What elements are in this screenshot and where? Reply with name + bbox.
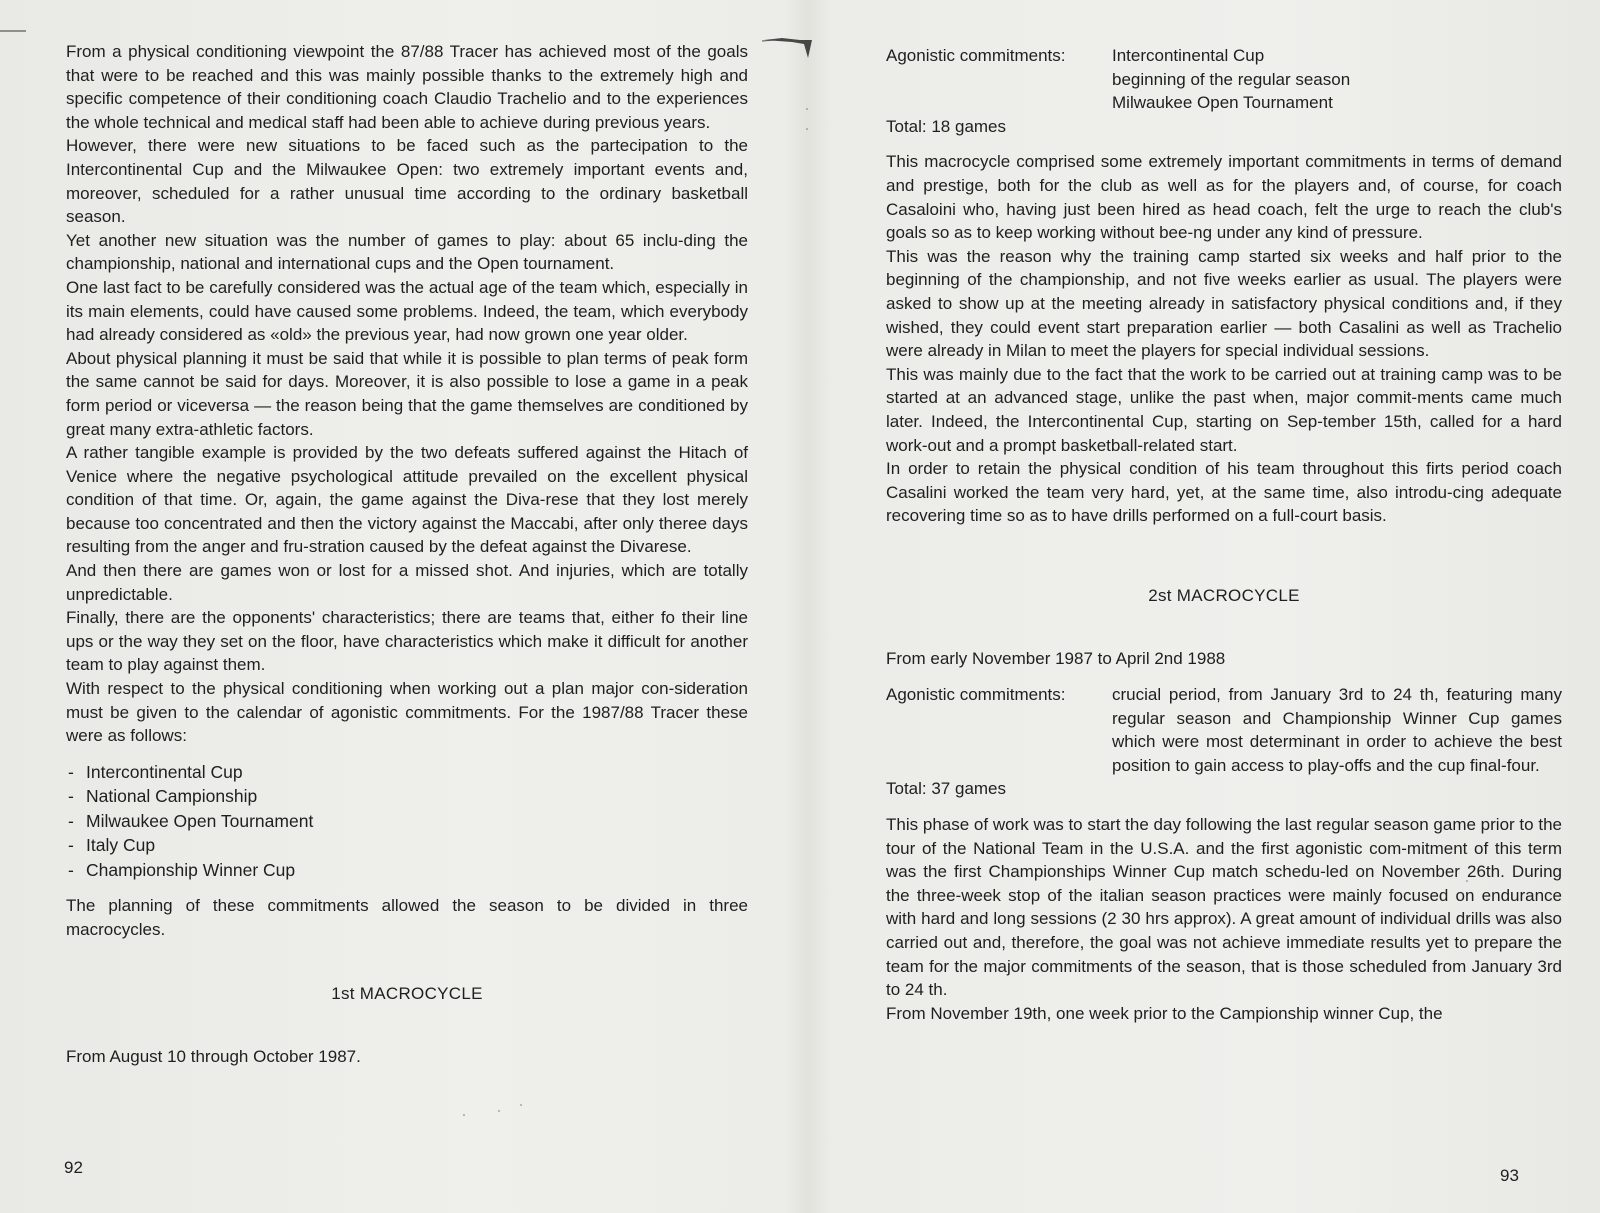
agonistic-commitments-2-block (886, 683, 1562, 777)
paragraph: A rather tangible example is provided by the two defeats suffered against the Hitach of Venice where the negative psychological attitude prevailed on the excellent physical condition of that time. Or, again, the game against the Diva-rese that they lost merely because too concentrated and then the victory against the Maccabi, after only theree days resulting from the anger and fru-stration caused by the defeat against the Divarese. (66, 443, 748, 557)
paragraph: About physical planning it must be said that while it is possible to plan terms of peak form the same cannot be said for days. Moreover, it is also possible to lose a game in a peak form period or viceversa — the reason being that the game themselves are conditioned by great many extra-athletic factors. (66, 348, 748, 439)
planning-note: The planning of these commitments allowed the season to be divided in three macrocycles. (66, 896, 748, 939)
commitments-list (66, 760, 748, 883)
list-item: - Championship Winner Cup (66, 858, 748, 883)
paragraph: In order to retain the physical condition of his team throughout this firts period coach Casalini worked the team very hard, yet, at the same time, also introdu-cing adequate recovering time so as to have drills performed on a full-court basis. (886, 459, 1562, 526)
total-games: Total: 18 games (886, 116, 1007, 136)
paragraph: And then there are games won or lost for a missed shot. And injuries, which are totally unpredictable. (66, 561, 748, 604)
paragraph: However, there were new situations to be faced such as the partecipation to the Intercontinental Cup and the Milwaukee Open: two extremely important events and, moreover, scheduled for a rather unusual time according to the ordinary basketball season. (66, 136, 748, 227)
macrocycle-2-heading: 2st MACROCYCLE (1148, 585, 1300, 605)
spacer (886, 671, 1562, 683)
paragraph: This was the reason why the training camp started six weeks and half prior to the beginning of the championship, and not five weeks earlier as usual. The players were asked to show up at the meeting already in satisfactory physical conditions and, if they wished, they could event start preparation earlier — both Casalini as well as Trachelio were already in Milan to meet the players for special individual sessions. (886, 246, 1562, 361)
paragraph: From November 19th, one week prior to the Campionship winner Cup, the (886, 1003, 1443, 1023)
agonistic-commitments-values (1112, 683, 1562, 777)
agonistic-item: beginning of the regular season (1112, 69, 1351, 89)
list-item: - Intercontinental Cup (66, 760, 748, 785)
list-item: - Milwaukee Open Tournament (66, 809, 748, 834)
list-item: - Italy Cup (66, 833, 748, 858)
macrocycle-2-period: From early November 1987 to April 2nd 1988 (886, 649, 1226, 669)
list-item: - National Campionship (66, 784, 748, 809)
total-games: Total: 37 games (886, 779, 1007, 799)
agonistic-commitments-label: Agonistic commitments: (886, 46, 1066, 65)
spacer (66, 748, 748, 760)
spacer (66, 882, 748, 894)
right-page (800, 0, 1600, 1213)
spacer (886, 138, 1562, 150)
right-page-text-column (886, 44, 1562, 1025)
paragraph: Finally, there are the opponents' characteristics; there are teams that, either fo their line ups or the way they set on the floor, have characteristics which make it difficult for another team to play against them. (66, 608, 748, 675)
spacer (66, 1005, 748, 1045)
page-number: 92 (64, 1158, 83, 1177)
agonistic-commitments-values (1112, 44, 1562, 115)
paragraph: This was mainly due to the fact that the work to be carried out at training camp was to be started at an advanced stage, unlike the past when, major commit-ments came much later. Indeed, the Intercontinental Cup, starting on Sep-tember 15th, called for a hard work-out and a prompt basketball-related start. (886, 364, 1562, 455)
spacer (66, 942, 748, 982)
left-page-text-column (66, 40, 748, 1069)
agonistic-commitments-block (886, 44, 1562, 115)
agonistic-item: Milwaukee Open Tournament (1112, 93, 1333, 113)
spacer (886, 528, 1562, 584)
agonistic-description: crucial period, from January 3rd to 24 th, featuring many regular season and Championship Winner Cup games which were most determinant in order to achieve the best position to gain access to play-offs and the cup final-four. (1112, 685, 1562, 775)
paragraph: With respect to the physical conditioning when working out a plan major con-sideration must be given to the calendar of agonistic commitments. For the 1987/88 Tracer these were as follows: (66, 679, 748, 746)
paragraph: This macrocycle comprised some extremely important commitments in terms of demand and prestige, both for the club as well as for the players and, of course, for coach Casaloini who, having just been hired as head coach, felt the urge to reach the club's goals so as to keep working without bee-ng under any kind of pressure. (886, 152, 1562, 243)
agonistic-commitments-label: Agonistic commitments: (886, 685, 1066, 705)
spacer (886, 801, 1562, 813)
paragraph: From a physical conditioning viewpoint the 87/88 Tracer has achieved most of the goals that were to be reached and this was mainly possible thanks to the extremely high and specific competence of their conditioning coach Claudio Trachelio and to the experiences the whole technical and medical staff had been able to achieve during previous years. (66, 42, 748, 132)
macrocycle-1-heading: 1st MACROCYCLE (331, 983, 483, 1003)
paragraph: This phase of work was to start the day following the last regular season game prior to the tour of the National Team in the U.S.A. and the first agonistic com-mitment of this term was the first Championships Winner Cup match schedu-led on November 26th. During the three-week stop of the italian season practices were mainly focused on endurance with hard and long sessions (2 30 hrs approx). A great amount of individual drills was also carried out and, therefore, the goal was not achieve immediate results yet to prepare the team for the major commitments of the season, that is those scheduled from January 3rd to 24 th. (886, 815, 1562, 1000)
macrocycle-1-period: From August 10 through October 1987. (66, 1047, 361, 1067)
paragraph: Yet another new situation was the number of games to play: about 65 inclu-ding the championship, national and international cups and the Open tournament. (66, 230, 748, 274)
agonistic-item: Intercontinental Cup (1112, 46, 1265, 65)
page-number: 93 (1500, 1166, 1519, 1185)
paragraph: One last fact to be carefully considered was the actual age of the team which, especially in its main elements, could have caused some problems. Indeed, the team, which everybody had already considered as «old» the previous year, had now grown one year older. (66, 277, 748, 345)
spacer (886, 607, 1562, 647)
